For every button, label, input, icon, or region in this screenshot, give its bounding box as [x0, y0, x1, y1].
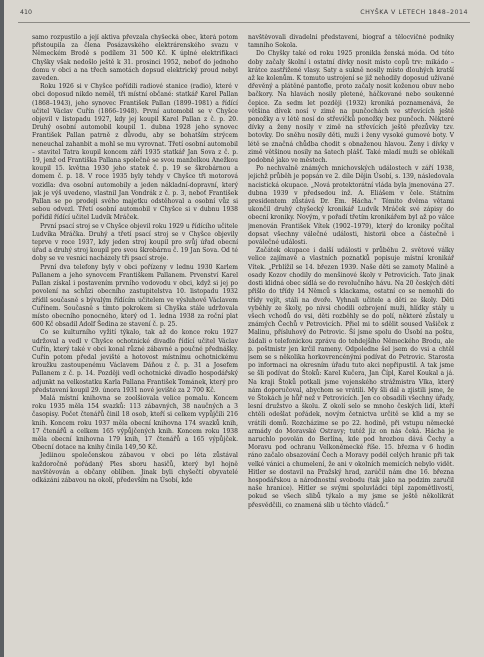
paragraph: Začátek okupace i další události v průběhu 2. světové války velice zajímavě a vlastních poznatků popisuje místní kronikář Vítek. „Prblížil se 14. březen 1939. Naše děti se zamoty Malině a osady Kozov chodily do menšinové školy v Petrovicích. Tato jinak dosti klidná obec sídlá se do revolučního hávu. Na 20 českých dětí přišlo do třídy 14 Němců s klackama, ostatní co se nemohli do třídy vejít, stáli na dvoře. Vyhnali učitele a děti ze školy. Děti vyběhly ze školy, po nivsi chodili ozbrojení muži, hlídky stály u všech vchodů do vsi, děti rozběhly se do polí, některé zůstaly u známých Čechů v Petrovicích. Přiel mi to sdělit soused Vašiček z Malinu, přísluhový do Petrovic. Ší jsme spolu do Úsobí na poštu, žádali o telefonickou zprávu do tehdejšího Německého Brodu, ale p. poštmistr jen krčil rameny. Odpoledne šel jsem do vsi a chtěl jsem se s několika horkovrencénými podívat do Petrovic. Starosta po informaci na okresním úřadu tuto akci nepřipustil. A tak jsme se šli podívat do Štoků: Karel Kučera, Jan Čípl, Karel Koukal a já. Na kraji Štoků potkali jsme vojenského strážmistra Vlka, který nám doporučoval, abychom se vrátili. My šli dál a zjistili jsme, že ve Štokách je hůř než v Petrovicích. Jen co obsadili všechny úřady, lesní družstvo a školu. Z okolí selo se mnoho českých lidí, kteří chtěli odešlat pořádek, novým četnictva určitě se klid a my se vrátili domů. Rozcházime se po 22. hodině, při vstupu německé armády do Moravské Ostravy; tutéž jiz on nás čeká. Hácha je naruchlo povolán do Berlína, kde pod hrozbou dává Čechy a Moravu pod ochranu Velkoněmecké říše. 15. března v 6 hodin ráno začalo obsazování Čech a Moravy podél celých hranic při tak velké vánici a chumelení, že ani v okolních memicích nebylo vidět. Hitler se dostavil na Pražský hrad, zarúčil nám dne 16. března hospodářskou a národnostní svobodu (tak jako na podzim zaručil naše hranice). Hitler se svými spoluvládci tépl zapomětlivostí, pokud se všech slibů týkalo a my jsme se ještě několikrát přesvědčili, co znamená slib u těchto vládců.“	[248, 247, 454, 509]
book-page	[4, 0, 484, 657]
paragraph: První psací stroj se v Chyšce objevil roku 1929 u řídícího učitele Ludvíka Mráčka. Druhý a třetí psací stroj se v Chyšce objevily teprve v roce 1937, kdy jeden stroj koupil pro svůj úřad obecní úřad a druhý stroj koupil pro svou škrobárnu č. 19 Jan Sova. Od té doby se ve vesnici nacházely tři psací stroje.	[32, 222, 238, 263]
paragraph: Do Chyšky také od roku 1925 pronikla ženská móda. Od této doby začaly školní i ostatní dívky nosit místo copů trv: mikádo – krátce zastřižené vlasy. Saty a sukně nosily místo dlouhých kratší až ke kolenům. K tomuto ustrojení se již nehodily doposud užívané dřevěný a plátěné pantofle, proto začaly nosit koženou obuv nebo bačkory. Na hlavách nosily pletené, háčkované nebo soukenné čepice. Za sedm let později (1932) kroniká poznamenává, že většina dívek nosí v zimě na punčochách ve střevících ještě ponožky a v létě nosí do střevíčků ponožky bez punčoch. Některé dívky a ženy nosily v zimě na střevících ještě přezůvky tzv. botovky. Do sněhu nosily děti, muži i ženy vysoké gumové boty. V létě se značná chůdba chodit s obnaženou hlavou. Ženy i dívky v zimě většinou nosily na šatech plášť. Také mladí muži se oblékali podobně jako ve městech.	[248, 50, 454, 165]
paragraph: navštěvovali divadelní představení, biograf a tělocvičné podniky tamního Sokola.	[248, 34, 454, 50]
paragraph: Po nechvalně známých mnichovských událostech v září 1938, jejichž průběh je popsán ve 2. díle Dějin Úsobí, s. 139, následovala nacistická okupace. „Nová protektorátní vláda byla jmenována 27. dubna 1939 v předsedou inž. A. Eliášem v čele. Státním presidentem zůstává Dr. Em. Hácha.“ Témito dvěma větami ukončil druhý chyšecký kronikář Ludvík Mráček své zápisy do obecní kroniky. Novým, v pořadí třetím kronikářem byl až po válce jmenován František Vítek (1902–1979), který do kroniky počítal dopsat všechny válečné události, historii obce a částečně i poválečné události.	[248, 165, 454, 247]
paragraph: Roku 1926 si v Chyšce pořídili radiové stanice (radio), které v obci doposud nikdo neměl, tři místní občané: statkář Karel Pallan (1868–1943), jeho synovec František Pallan (1899–1981) a řídící učitel Václav Cuřín (1866–1948). První automobil se v Chyšce objevil v listopadu 1927, kdy jej koupil Karel Pallan z č. p. 20. Druhý osobní automobil koupil 1. dubna 1928 jeho synovec František Pallan patrně z důvodu, aby se bohatším strýcem neneuchal zahanbit a mohl se mu vyrovnat. Třetí osobní automobil – stavitel Tatra koupil koncem září 1935 statkář Jan Sova z č. p. 19, jenž od Františka Pallana společně se svou manželkou Anežkou koupil 15. května 1930 jeho statek č. p. 19 se škrobárnou a domem č. p. 18. V roce 1935 byly tehdy v Chyšce tři motorová vozidla: dva osobní automobily a jeden nákladní-dopravní, který jak je výš uvedeno, vlastnil Jan Vondrák z č. p. 3, neboť František Pallan se po prodeji svého majetku odstěhoval a osobní vůz si sebou odvezl. Třetí osobní automobil v Chyšce si v dubnu 1938 pořídil řídící učitel Ludvík Mráček.	[32, 83, 238, 222]
page-header	[18, 6, 470, 23]
page-number: 410	[20, 9, 33, 16]
paragraph: Co se kulturního vyžití týkalo, tak až do konce roku 1927 udržoval a vedl v Chyšce ochotnické divadlo řídící učitel Václav Cuřín, který také v obci konal různé zábavné a poučné přednášky. Cuřín potom předal jevišté a hotovost místnímu ochotnickému kroužku zastoupenému Václavem Dáňou z č. p. 31 a Josefem Pallanem z č. p. 14. Později vedl ochotnické divadlo hospodářský adjunkt na velkostatku Karla Pallana František Tománek, který pro představení koupil 29. února 1931 nové jevišté za 2 700 Kč.	[32, 329, 238, 394]
running-title: CHYŠKA V LETECH 1848–2014	[360, 9, 468, 16]
paragraph: samo rozpustilo a její aktiva převzala chyšecká obec, která potom přistoupila za člena Posázavského elektrárenského svazu v Německém Brodě s podílem 31 500 Kč. K úplné elektrifikaci Chyšky však nedošlo ještě k 31. prosinci 1952, neboť do jednoho domu v obci a na třech samotách dopsud elektrický proud nebyl zaveden.	[32, 34, 238, 83]
paragraph: První dva telefony byly v obci pořízeny v lednu 1930 Karlem Pallanem a jeho synovcem Františkem Pallanem. Prvenství Karel Pallan získal i postavením prvního vodovodu v obci, když si jej po povolení na schůzi obecního zastupitelstva 10. listopadu 1932 zřídil současně s bývalým řídícím učitelem ve výsluhově Václavem Cuřínem. Současně s tímto pokrokem si Chyška stále udržovala místo obecního ponocného, který od 1. ledna 1938 za roční plat 600 Kč obsadil Adolf Šedina ze stavení č. p. 25.	[32, 263, 238, 329]
left-column	[32, 34, 238, 644]
paragraph: Malá místní knihovna se zoolšiovala velice pomalu. Koncem roku 1935 měla 154 svazků: 113 zábavných, 38 naučných a 3 časopisy. Počet čtenářů činil 18 osob, kteří si celkem vypůjčili 216 knih. Koncem roku 1937 měla obecní knihovna 174 svazků knih, 17 čtenářů a celkem 165 výpůjčených knih. Koncem roku 1938 měla obecní knihovna 179 knih, 17 čtenářů a 165 výpůjček. Obecní dotace na knihy činila 149,50 Kč.	[32, 394, 238, 452]
right-column	[248, 34, 454, 644]
paragraph: Jediinou společenskou zábavou v obci po léta zůstával každoročně pořádaný Ples sboru hasičů, který byl hojně navštěvován a občany oblíben. Jinak byli chyšečtí obyvatelé odkázáni zábavou na okolí, především na Úsobí, kde	[32, 452, 238, 484]
